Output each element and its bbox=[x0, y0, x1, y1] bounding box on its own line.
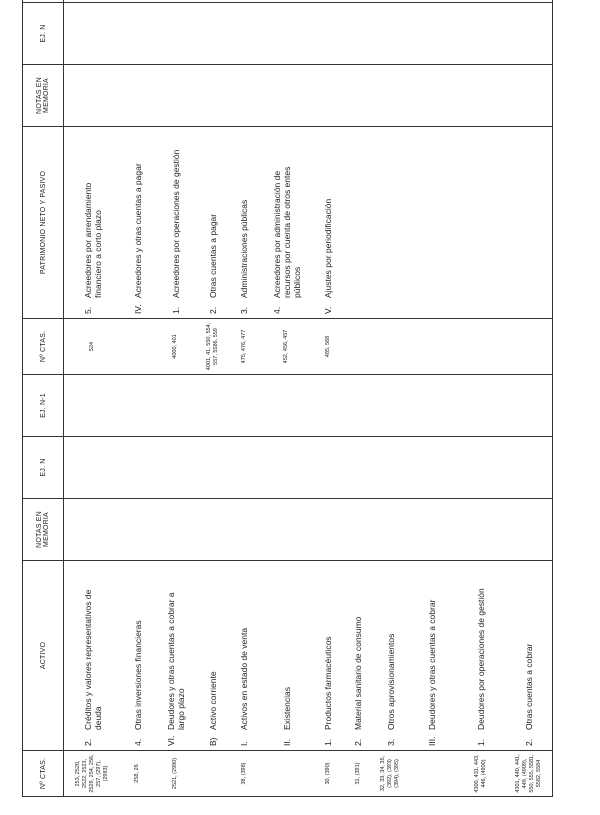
pasivo-notas bbox=[261, 65, 313, 127]
pasivo-notas bbox=[409, 65, 455, 127]
pasivo-notas bbox=[154, 65, 198, 127]
pasivo-notas bbox=[455, 65, 507, 127]
header-pasivo-notas: NOTAS EN MEMORIA bbox=[23, 65, 64, 127]
activo-ej-n bbox=[64, 437, 122, 499]
pasivo-notas bbox=[313, 65, 344, 127]
pasivo-concepto: 2.Otras cuentas a pagar bbox=[198, 127, 228, 319]
pasivo-ej-n1 bbox=[64, 0, 122, 3]
activo-ej-n bbox=[373, 437, 409, 499]
pasivo-cuentas bbox=[455, 319, 507, 375]
table-row bbox=[228, 0, 261, 797]
activo-ej-n bbox=[261, 437, 313, 499]
pasivo-ej-n1 bbox=[344, 0, 373, 3]
header-ej-n1: EJ. N-1 bbox=[23, 375, 64, 437]
pasivo-ej-n bbox=[64, 3, 122, 65]
activo-concepto: 2.Créditos y valores representativos de deuda bbox=[64, 561, 122, 751]
pasivo-ej-n1 bbox=[373, 0, 409, 3]
activo-ej-n bbox=[154, 437, 198, 499]
pasivo-concepto: 3.Administraciones públicas bbox=[228, 127, 261, 319]
activo-ej-n1 bbox=[261, 375, 313, 437]
pasivo-ej-n1 bbox=[261, 0, 313, 3]
pasivo-ej-n1 bbox=[507, 0, 553, 3]
table-row bbox=[122, 0, 154, 797]
activo-ej-n1 bbox=[198, 375, 228, 437]
activo-notas bbox=[64, 499, 122, 561]
activo-ej-n1 bbox=[122, 375, 154, 437]
header-pasivo: PATRIMONIO NETO Y PASIVO bbox=[23, 127, 64, 319]
header-row bbox=[23, 0, 64, 797]
pasivo-cuentas bbox=[373, 319, 409, 375]
pasivo-concepto: 4.Acreedores por administración de recursos por cuenta de otros entes públicos bbox=[261, 127, 313, 319]
activo-ej-n1 bbox=[409, 375, 455, 437]
activo-ej-n bbox=[198, 437, 228, 499]
pasivo-ej-n1 bbox=[154, 0, 198, 3]
table-row bbox=[409, 0, 455, 797]
header-cuentas: Nº CTAS. bbox=[23, 751, 64, 797]
pasivo-ej-n bbox=[373, 3, 409, 65]
pasivo-cuentas bbox=[122, 319, 154, 375]
activo-notas bbox=[198, 499, 228, 561]
pasivo-ej-n bbox=[228, 3, 261, 65]
pasivo-cuentas bbox=[507, 319, 553, 375]
pasivo-ej-n bbox=[344, 3, 373, 65]
activo-concepto: III.Deudores y otras cuentas a cobrar bbox=[409, 561, 455, 751]
activo-cuentas bbox=[409, 751, 455, 797]
table-row bbox=[507, 0, 553, 797]
balance-body bbox=[64, 0, 553, 797]
pasivo-notas bbox=[228, 65, 261, 127]
activo-notas bbox=[373, 499, 409, 561]
activo-cuentas: 4300, 431, 443, 446, (4900) bbox=[455, 751, 507, 797]
activo-concepto: I.Activos en estado de venta bbox=[228, 561, 261, 751]
pasivo-notas bbox=[198, 65, 228, 127]
activo-ej-n bbox=[409, 437, 455, 499]
pasivo-concepto: V.Ajustes por periodificación bbox=[313, 127, 344, 319]
pasivo-concepto: 1.Acreedores por operaciones de gestión bbox=[154, 127, 198, 319]
activo-notas bbox=[455, 499, 507, 561]
pasivo-ej-n bbox=[313, 3, 344, 65]
table-row bbox=[64, 0, 122, 797]
activo-cuentas: 31, (391) bbox=[344, 751, 373, 797]
activo-cuentas: 30, (390) bbox=[313, 751, 344, 797]
activo-cuentas: 258, 26 bbox=[122, 751, 154, 797]
pasivo-concepto bbox=[455, 127, 507, 319]
pasivo-ej-n bbox=[261, 3, 313, 65]
pasivo-notas bbox=[373, 65, 409, 127]
activo-ej-n bbox=[344, 437, 373, 499]
activo-concepto: 1.Deudores por operaciones de gestión bbox=[455, 561, 507, 751]
pasivo-ej-n bbox=[198, 3, 228, 65]
activo-ej-n bbox=[507, 437, 553, 499]
pasivo-notas bbox=[344, 65, 373, 127]
pasivo-notas bbox=[64, 65, 122, 127]
activo-concepto: 3.Otros aprovisionamientos bbox=[373, 561, 409, 751]
activo-notas bbox=[261, 499, 313, 561]
activo-cuentas: 32, 33, 34, 35, (392), (393) (394), (395) bbox=[373, 751, 409, 797]
table-row bbox=[313, 0, 344, 797]
pasivo-cuentas: 4001, 41, 550, 554, 557, 5586, 559 bbox=[198, 319, 228, 375]
balance-table bbox=[22, 0, 553, 797]
pasivo-ej-n1 bbox=[122, 0, 154, 3]
activo-ej-n1 bbox=[373, 375, 409, 437]
pasivo-concepto bbox=[344, 127, 373, 319]
pasivo-cuentas bbox=[409, 319, 455, 375]
pasivo-cuentas: 524 bbox=[64, 319, 122, 375]
activo-notas bbox=[409, 499, 455, 561]
table-row bbox=[198, 0, 228, 797]
activo-cuentas: 38, (398) bbox=[228, 751, 261, 797]
activo-notas bbox=[344, 499, 373, 561]
header-pasivo-cuentas: Nº CTAS. bbox=[23, 319, 64, 375]
pasivo-ej-n1 bbox=[455, 0, 507, 3]
pasivo-ej-n1 bbox=[409, 0, 455, 3]
activo-concepto: 4.Otras inversiones financieras bbox=[122, 561, 154, 751]
activo-cuentas bbox=[198, 751, 228, 797]
activo-concepto: II.Existencias bbox=[261, 561, 313, 751]
pasivo-cuentas: 4000, 401 bbox=[154, 319, 198, 375]
activo-concepto: 1.Productos farmacéuticos bbox=[313, 561, 344, 751]
activo-cuentas: 4301, 440, 441, 449, (4909), 550, 555, 5581, 5582, 5584 bbox=[507, 751, 553, 797]
pasivo-ej-n bbox=[409, 3, 455, 65]
table-row bbox=[455, 0, 507, 797]
pasivo-ej-n bbox=[455, 3, 507, 65]
activo-concepto: 2.Otras cuentas a cobrar bbox=[507, 561, 553, 751]
pasivo-cuentas: 475, 476, 477 bbox=[228, 319, 261, 375]
pasivo-ej-n1 bbox=[313, 0, 344, 3]
pasivo-ej-n1 bbox=[228, 0, 261, 3]
rotated-balance-sheet bbox=[22, 24, 543, 797]
pasivo-ej-n bbox=[154, 3, 198, 65]
pasivo-concepto bbox=[409, 127, 455, 319]
table-row bbox=[261, 0, 313, 797]
pasivo-concepto: IV.Acreedores y otras cuentas a pagar bbox=[122, 127, 154, 319]
table-row bbox=[344, 0, 373, 797]
activo-cuentas bbox=[261, 751, 313, 797]
pasivo-ej-n1 bbox=[198, 0, 228, 3]
pasivo-notas bbox=[507, 65, 553, 127]
activo-cuentas: 2521, (2980) bbox=[154, 751, 198, 797]
activo-ej-n1 bbox=[313, 375, 344, 437]
table-row bbox=[154, 0, 198, 797]
activo-ej-n1 bbox=[344, 375, 373, 437]
activo-notas bbox=[507, 499, 553, 561]
header-pasivo-ej-n: EJ. N bbox=[23, 3, 64, 65]
activo-notas bbox=[313, 499, 344, 561]
activo-ej-n1 bbox=[154, 375, 198, 437]
activo-ej-n bbox=[455, 437, 507, 499]
pasivo-cuentas: 452, 456, 457 bbox=[261, 319, 313, 375]
pasivo-concepto bbox=[373, 127, 409, 319]
pasivo-notas bbox=[122, 65, 154, 127]
header-notas: NOTAS EN MEMORIA bbox=[23, 499, 64, 561]
activo-ej-n bbox=[122, 437, 154, 499]
header-ej-n: EJ. N bbox=[23, 437, 64, 499]
pasivo-cuentas bbox=[344, 319, 373, 375]
activo-ej-n bbox=[228, 437, 261, 499]
activo-notas bbox=[154, 499, 198, 561]
activo-concepto: 2.Material sanitario de consumo bbox=[344, 561, 373, 751]
activo-ej-n1 bbox=[64, 375, 122, 437]
activo-concepto: VI.Deudores y otras cuentas a cobrar a largo plazo bbox=[154, 561, 198, 751]
table-row bbox=[373, 0, 409, 797]
header-activo: ACTIVO bbox=[23, 561, 64, 751]
pasivo-concepto bbox=[507, 127, 553, 319]
pasivo-concepto: 5.Acreedores por arrendamiento financiero a corto plazo bbox=[64, 127, 122, 319]
activo-concepto: B)Activo corriente bbox=[198, 561, 228, 751]
pasivo-cuentas: 485, 568 bbox=[313, 319, 344, 375]
activo-cuentas: 253, 2520, 2522, 2523, 2529, 254, 256, 257, (297), (2983) bbox=[64, 751, 122, 797]
activo-ej-n1 bbox=[455, 375, 507, 437]
activo-notas bbox=[228, 499, 261, 561]
pasivo-ej-n bbox=[507, 3, 553, 65]
activo-notas bbox=[122, 499, 154, 561]
pasivo-ej-n bbox=[122, 3, 154, 65]
activo-ej-n1 bbox=[507, 375, 553, 437]
activo-ej-n1 bbox=[228, 375, 261, 437]
header-pasivo-ej-n1 bbox=[23, 0, 64, 3]
activo-ej-n bbox=[313, 437, 344, 499]
